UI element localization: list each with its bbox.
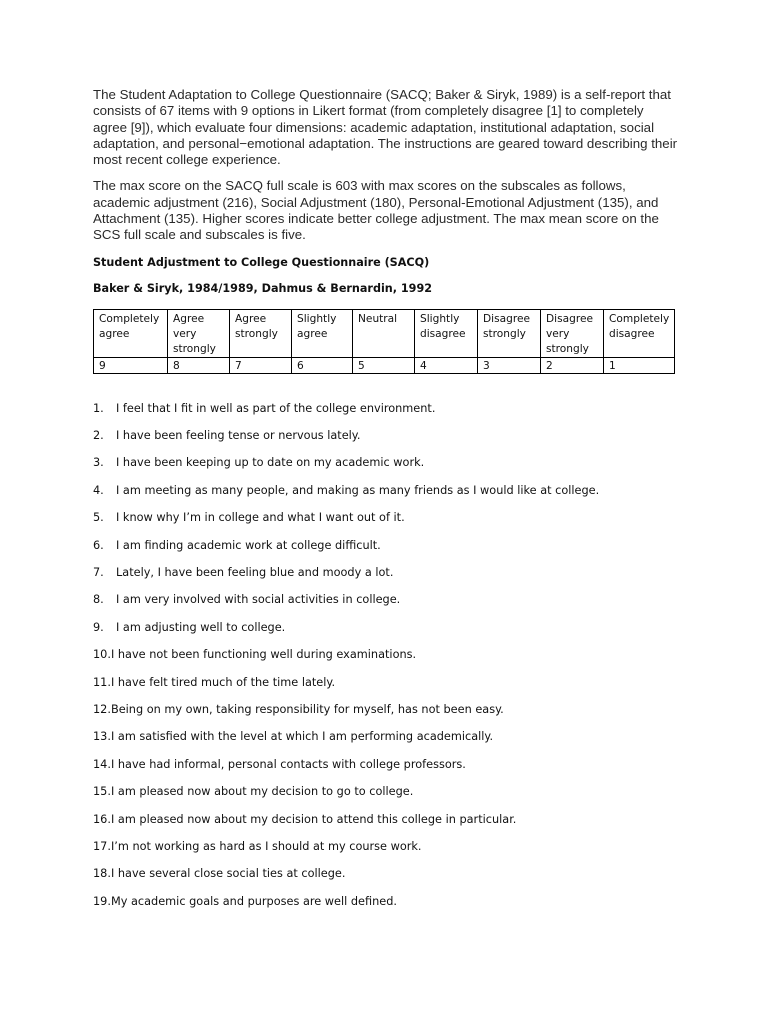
list-item	[93, 566, 678, 593]
list-item	[93, 511, 678, 538]
list-item	[93, 676, 678, 703]
list-item	[93, 484, 678, 511]
item-number: 5.	[93, 511, 104, 525]
item-text: I am very involved with social activities in college.	[116, 593, 401, 607]
item-text: Lately, I have been feeling blue and moody a lot.	[116, 566, 394, 580]
item-text: My academic goals and purposes are well defined.	[110, 894, 397, 908]
item-number: 12.	[93, 702, 111, 716]
questionnaire-citation: Baker & Siryk, 1984/1989, Dahmus & Bernardin, 1992	[93, 281, 433, 295]
scale-value-cell: 3	[478, 357, 541, 373]
item-text: I have been feeling tense or nervous lately.	[116, 429, 361, 443]
scale-label-cell: Slightly agree	[292, 309, 353, 357]
item-number: 4.	[93, 483, 104, 497]
item-text: I know why I’m in college and what I want out of it.	[116, 511, 405, 525]
list-item	[93, 539, 678, 566]
item-text: I have been keeping up to date on my academic work.	[116, 456, 425, 470]
item-number: 8.	[93, 593, 104, 607]
item-number: 18.	[93, 867, 111, 881]
item-text: Being on my own, taking responsibility for myself, has not been easy.	[110, 702, 504, 716]
item-text: I feel that I fit in well as part of the college environment.	[116, 401, 436, 415]
scale-label-cell: Completely agree	[94, 309, 168, 357]
intro-paragraph: The Student Adaptation to College Questionnaire (SACQ; Baker & Siryk, 1989) is a self-report that consists of 67 items with 9 options in Likert format (from completely disagree [1] to completely agree [9]), which evaluate four dimensions: academic adaptation, institutional adaptation, social adaptation, and personal−emotional adaptation. The instructions are geared toward describing their most recent college experience.	[93, 87, 678, 168]
list-item	[93, 785, 678, 812]
item-text: I’m not working as hard as I should at my course work.	[110, 839, 422, 853]
item-text: I am pleased now about my decision to attend this college in particular.	[110, 812, 517, 826]
item-text: I am finding academic work at college difficult.	[116, 538, 381, 552]
item-number: 11.	[93, 675, 111, 689]
scale-values-row	[94, 357, 675, 373]
scale-value-cell: 9	[94, 357, 168, 373]
item-text: I am satisfied with the level at which I am performing academically.	[110, 730, 494, 744]
list-item	[93, 402, 678, 429]
scale-label-cell: Slightly disagree	[415, 309, 478, 357]
scale-value-cell: 8	[168, 357, 230, 373]
scale-value-cell: 4	[415, 357, 478, 373]
scale-label-cell: Agree very strongly	[168, 309, 230, 357]
scale-label-cell: Disagree very strongly	[541, 309, 604, 357]
scale-label-cell: Completely disagree	[604, 309, 675, 357]
item-text: I am pleased now about my decision to go to college.	[110, 785, 414, 799]
document-page	[93, 87, 678, 922]
item-number: 16.	[93, 812, 111, 826]
item-text: I have felt tired much of the time lately.	[110, 675, 336, 689]
list-item	[93, 758, 678, 785]
list-item	[93, 648, 678, 675]
scale-value-cell: 5	[353, 357, 415, 373]
list-item	[93, 593, 678, 620]
scale-label-cell: Neutral	[353, 309, 415, 357]
item-number: 7.	[93, 566, 104, 580]
item-text: I am adjusting well to college.	[116, 620, 286, 634]
item-number: 17.	[93, 839, 111, 853]
questionnaire-items	[93, 402, 678, 922]
list-item	[93, 621, 678, 648]
list-item	[93, 456, 678, 483]
scale-label-cell: Disagree strongly	[478, 309, 541, 357]
item-text: I have not been functioning well during examinations.	[110, 648, 417, 662]
scale-labels-row	[94, 309, 675, 357]
item-number: 1.	[93, 401, 104, 415]
questionnaire-title: Student Adjustment to College Questionnaire (SACQ)	[93, 255, 430, 269]
item-number: 6.	[93, 538, 104, 552]
item-number: 14.	[93, 757, 111, 771]
list-item	[93, 730, 678, 757]
item-number: 2.	[93, 429, 104, 443]
scoring-paragraph: The max score on the SACQ full scale is 603 with max scores on the subscales as follows, academic adjustment (216), Social Adjustment (180), Personal-Emotional Adjustment (135), and Attachment (135). Higher scores indicate better college adjustment. The max mean score on the SCS full scale and subscales is five.	[93, 178, 659, 243]
scale-value-cell: 1	[604, 357, 675, 373]
item-number: 3.	[93, 456, 104, 470]
item-number: 9.	[93, 620, 104, 634]
likert-scale-table	[93, 309, 675, 374]
item-number: 15.	[93, 785, 111, 799]
item-number: 10.	[93, 648, 111, 662]
scale-label-cell: Agree strongly	[230, 309, 292, 357]
list-item	[93, 840, 678, 867]
item-text: I have several close social ties at college.	[110, 867, 346, 881]
scale-value-cell: 2	[541, 357, 604, 373]
list-item	[93, 867, 678, 894]
scale-value-cell: 6	[292, 357, 353, 373]
item-number: 19.	[93, 894, 111, 908]
item-text: I have had informal, personal contacts with college professors.	[110, 757, 466, 771]
list-item	[93, 813, 678, 840]
item-number: 13.	[93, 730, 111, 744]
scale-value-cell: 7	[230, 357, 292, 373]
list-item	[93, 895, 678, 922]
list-item	[93, 703, 678, 730]
list-item	[93, 429, 678, 456]
item-text: I am meeting as many people, and making as many friends as I would like at college.	[116, 483, 600, 497]
